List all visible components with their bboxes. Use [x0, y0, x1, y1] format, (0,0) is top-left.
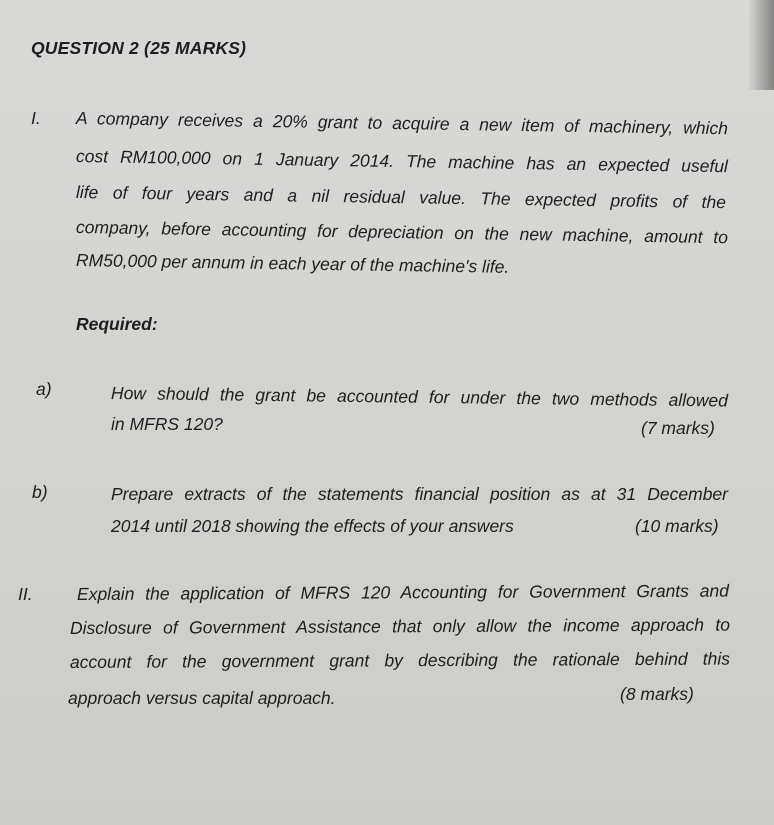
question-2-marks: (8 marks) [620, 684, 694, 704]
question-1-number: I. [31, 108, 41, 128]
part-b-label: b) [32, 482, 48, 502]
question-1-line-5: RM50,000 per annum in each year of the machine's life. [75, 250, 510, 277]
question-2-line-1: Explain the application of MFRS 120 Accounting for Government Grants and [76, 580, 730, 604]
question-1-line-3: life of four years and a nil residual value. The expected profits of the [75, 182, 727, 213]
page-edge-shadow [748, 0, 774, 90]
question-2-number: II. [18, 584, 33, 604]
question-1-line-4: company, before accounting for depreciation on the new machine, amount to [75, 217, 729, 248]
required-label: Required: [76, 314, 158, 334]
question-title: QUESTION 2 (25 MARKS) [31, 38, 247, 58]
part-a-line-1: How should the grant be accounted for under the two methods allowed [110, 383, 729, 411]
question-2-line-3: account for the government grant by describing the rationale behind this [69, 648, 731, 672]
part-a-marks: (7 marks) [641, 418, 715, 438]
question-2-line-4: approach versus capital approach. [68, 688, 336, 708]
question-2-line-2: Disclosure of Government Assistance that only allow the income approach to [69, 614, 731, 638]
part-a-label: a) [36, 379, 52, 399]
question-1-line-2: cost RM100,000 on 1 January 2014. The machine has an expected useful [75, 146, 729, 177]
part-b-line-1: Prepare extracts of the statements financial position as at 31 December [111, 484, 728, 504]
question-1-line-1: A company receives a 20% grant to acquire a new item of machinery, which [75, 108, 729, 139]
part-b-line-2: 2014 until 2018 showing the effects of your answers [111, 516, 514, 536]
part-a-line-2: in MFRS 120? [111, 414, 223, 434]
part-b-marks: (10 marks) [635, 516, 719, 536]
